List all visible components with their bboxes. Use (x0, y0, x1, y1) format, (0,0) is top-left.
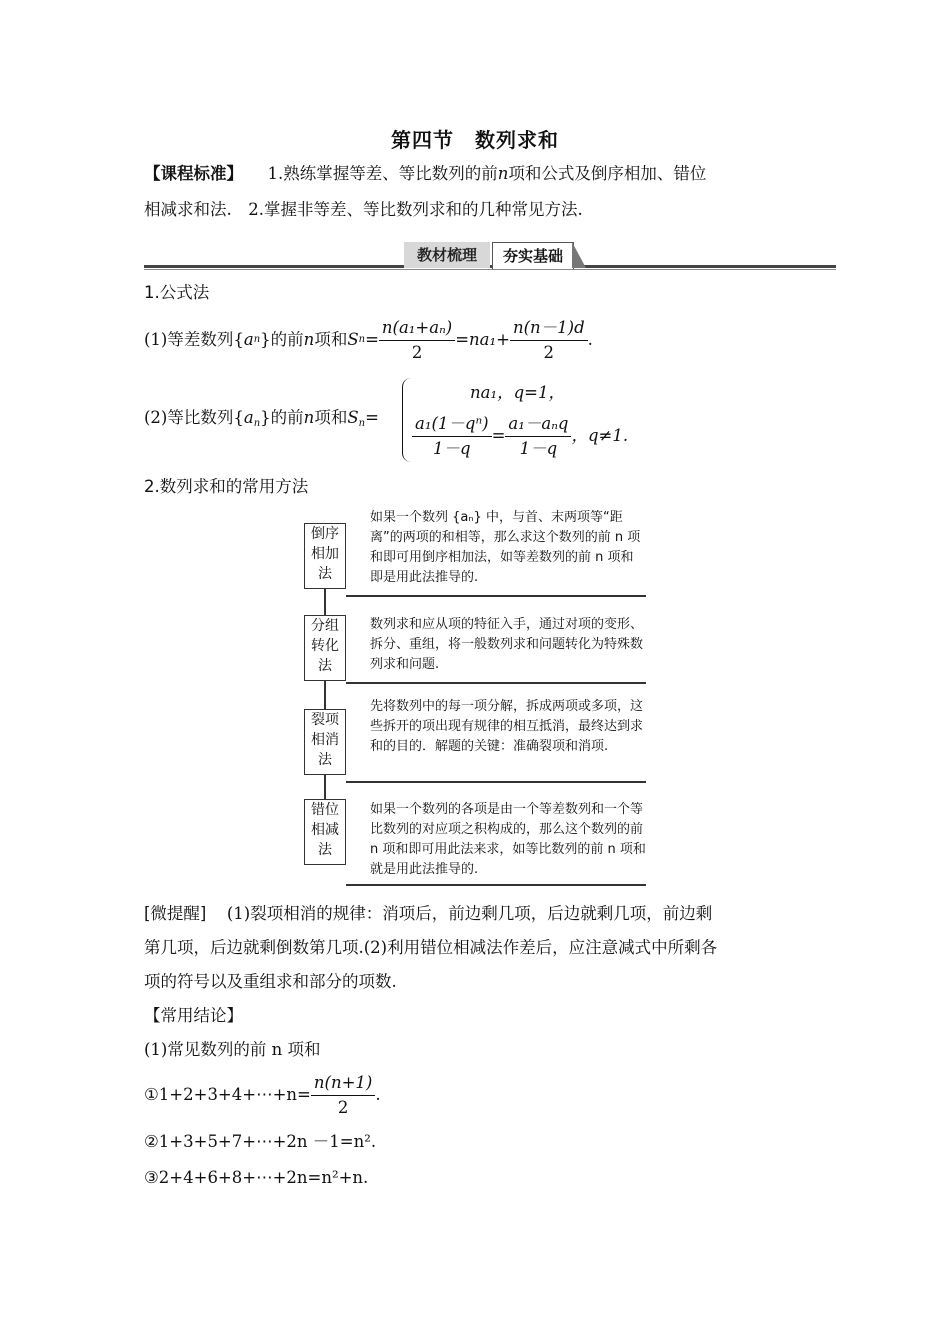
formula-arithmetic: (1)等差数列{ a n }的前 n 项和 S n = $\frac{\text{n(a₁+aₙ)}}{2}$ =na₁+ $\frac{n(n-1)d}{2}$ . (144, 317, 593, 362)
f2-n: n (303, 408, 315, 427)
case-1: na₁，q=1， (470, 383, 565, 402)
conclusion-2: ②1+3+5+7+⋯+2n －1=n². (144, 1132, 377, 1151)
f1-post: 项和 (314, 330, 348, 349)
fraction-5 (311, 1073, 375, 1118)
banner-right: 夯实基础 (492, 242, 574, 269)
f2-pre: (2)等比数列{ (144, 408, 244, 427)
course-standard-label: 【课程标准】 (144, 164, 243, 183)
method-underline-2 (346, 682, 646, 684)
method-box-2: 分组转化法 (304, 615, 346, 681)
banner-rule (144, 265, 836, 268)
f1-pre: (1)等差数列{ (144, 330, 244, 349)
course-standard-tail: 项和公式及倒序相加、错位 (508, 164, 707, 183)
method-box-4: 错位相减法 (304, 799, 346, 865)
frac5-num: n(n+1) (311, 1073, 375, 1096)
case2-eq: = (491, 426, 506, 445)
case-brace (402, 378, 411, 462)
tip-line1 (144, 904, 712, 924)
frac3-den: 1－q (433, 438, 471, 458)
tip-line2: 第几项，后边就剩倒数第几项.(2)利用错位相减法作差后，应注意减式中所剩各 (144, 938, 718, 957)
formula-geometric: (2)等比数列$\{a_n\}$的前n项和$S_n=$ (144, 408, 379, 429)
frac4-num: a₁－aₙq (505, 414, 571, 437)
tip-line3: 项的符号以及重组求和部分的项数. (144, 972, 397, 991)
frac1-num: n(a₁+aₙ) (379, 318, 455, 341)
page-title: 第四节 数列求和 (391, 128, 559, 152)
course-standard-line1 (144, 164, 706, 184)
f2-post: 项和 (314, 408, 348, 427)
method-underline-1 (346, 595, 646, 597)
banner-rule-thin (144, 269, 836, 270)
frac5-den: 2 (337, 1097, 349, 1117)
c1-pre: ①1+2+3+4+⋯+n= (144, 1085, 311, 1104)
conclusion-label: 【常用结论】 (144, 1006, 243, 1025)
method-box-1: 倒序相加法 (304, 523, 346, 589)
conclusion-1: ①1+2+3+4+⋯+n= $\frac{n(n+1)}{2}$ . (144, 1072, 381, 1117)
banner-left: 教材梳理 (404, 242, 490, 268)
f1-term: =na₁+ (455, 330, 510, 349)
method-desc-1: 如果一个数列 {aₙ} 中，与首、末两项等“距离”的两项的和相等，那么求这个数列的前 n 项和即可用倒序相加法，如等差数列的前 n 项和即是用此法推导的. (370, 510, 641, 585)
f1-mid: }的前 (260, 330, 304, 349)
frac2-den: 2 (543, 342, 555, 362)
f1-a: a (243, 330, 254, 349)
case-2 (412, 410, 628, 462)
f2-mid: }的前 (260, 408, 304, 427)
method-desc-3: 先将数列中的每一项分解，拆成两项或多项，这些拆开的项出现有规律的相互抵消，最终达到求和的目的．解题的关键：准确裂项和消项. (370, 699, 644, 754)
course-standard-text: 1.熟练掌握等差、等比数列的前 (267, 164, 498, 183)
method-underline-3 (346, 781, 646, 783)
conclusion-3: ③2+4+6+8+⋯+2n=n²+n. (144, 1168, 369, 1187)
frac2-num: n(n－1)d (510, 318, 588, 341)
section1-heading: 1.公式法 (144, 283, 210, 302)
method-underline-4 (346, 884, 646, 886)
f1-period: . (587, 330, 593, 349)
frac3-num: a₁(1－qⁿ) (412, 414, 492, 437)
conclusion-sub: (1)常见数列的前 n 项和 (144, 1040, 321, 1059)
frac1-den: 2 (411, 342, 423, 362)
f2-a: a (243, 408, 254, 427)
section2-heading: 2.数列求和的常用方法 (144, 477, 309, 496)
fraction-4 (505, 414, 571, 459)
course-standard-line2: 相减求和法. 2.掌握非等差、等比数列求和的几种常见方法. (144, 200, 583, 219)
tip-label: [微提醒] (144, 904, 207, 923)
tip-text-1: (1)裂项相消的规律：消项后，前边剩几项，后边就剩几项，前边剩 (226, 904, 713, 923)
fraction-1 (379, 318, 455, 363)
banner-corner (572, 242, 586, 268)
method-desc-4: 如果一个数列的各项是由一个等差数列和一个等比数列的对应项之积构成的，那么这个数列的前 n 项和即可用此法来求，如等比数列的前 n 项和就是用此法推导的. (370, 802, 646, 877)
f1-S: S (347, 330, 359, 349)
f1-sub: n (253, 334, 261, 345)
fraction-3 (412, 414, 492, 459)
var-n: n (497, 164, 509, 183)
f1-eq: = (365, 330, 379, 349)
method-desc-2: 数列求和应从项的特征入手，通过对项的变形、拆分、重组，将一般数列求和问题转化为特殊数列求和问题. (370, 617, 644, 672)
case2-cond: ，q≠1. (571, 426, 629, 445)
method-box-3: 裂项相消法 (304, 709, 346, 775)
f1-n: n (303, 330, 315, 349)
f2-S: S (347, 408, 359, 427)
f2-eq: = (365, 408, 379, 427)
frac4-den: 1－q (519, 438, 558, 458)
fraction-2 (510, 318, 588, 363)
